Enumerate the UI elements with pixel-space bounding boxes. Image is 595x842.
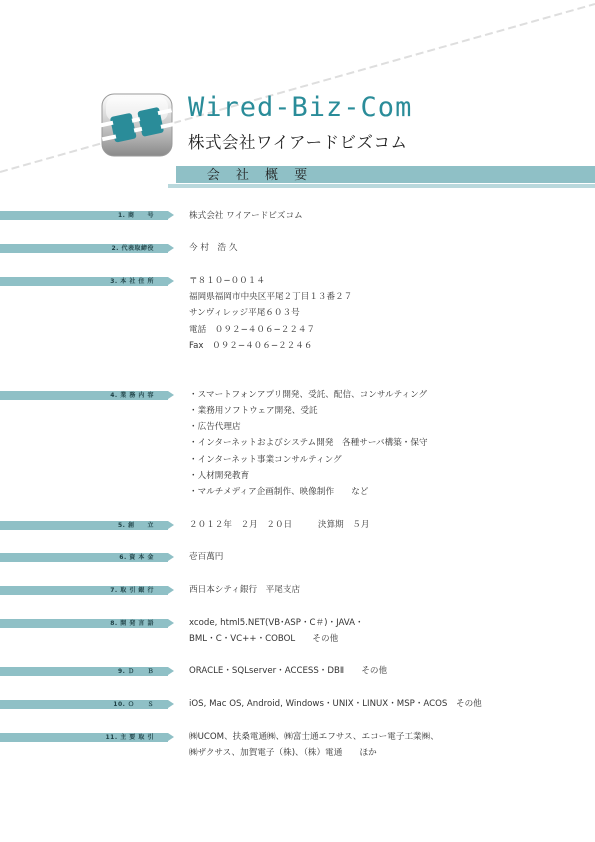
row-value: iOS, Mac OS, Android, Windows・UNIX・LINUX・MSP・ACOS その他 — [189, 699, 482, 709]
row-label-bar — [0, 244, 168, 253]
row-label: 11. 主 要 取 引 — [105, 734, 154, 741]
row-value: ２０１２年 ２月 ２０日 決算期 ５月 — [189, 520, 370, 530]
row-label-bar — [0, 700, 168, 709]
row-value: ・マルチメディア企画制作、映像制作 など — [189, 487, 369, 497]
row-label: 6. 資 本 金 — [119, 554, 154, 561]
row-label-bar — [0, 211, 168, 220]
row-label: 3. 本 社 住 所 — [110, 278, 154, 285]
row-value: 福岡県福岡市中央区平尾２丁目１３番２７ — [189, 292, 353, 302]
row-value: ・インターネットおよびシステム開発 各種サーバ構築・保守 — [189, 438, 428, 448]
row-label: 5. 創 立 — [117, 522, 154, 529]
row-label-bar — [0, 521, 168, 530]
row-label: 1. 商 号 — [117, 212, 154, 219]
row-value: ・広告代理店 — [189, 422, 241, 432]
row-value: ・インターネット事業コンサルティング — [189, 455, 342, 465]
row-value: ・業務用ソフトウェア開発、受託 — [189, 406, 318, 416]
row-label: 9. Ｄ Ｂ — [117, 668, 154, 675]
brand-wordmark: Wired-Biz-Com — [188, 92, 413, 123]
row-value: 西日本シティ銀行 平尾支店 — [189, 585, 301, 595]
row-label-bar — [0, 391, 168, 400]
row-label-bar — [0, 667, 168, 676]
row-value: BML・C・VC++・COBOL その他 — [189, 634, 339, 644]
row-value: ㈱UCOM、扶桑電通㈱、㈱富士通エフサス、エコー電子工業㈱、 — [189, 732, 439, 742]
row-label-bar — [0, 553, 168, 562]
row-label: 7. 取 引 銀 行 — [110, 587, 154, 594]
row-value: ㈱ザクサス、加賀電子（株)、（株）電通 ほか — [189, 748, 377, 758]
row-label-bar — [0, 586, 168, 595]
page-title: 会 社 概 要 — [206, 168, 314, 183]
title-banner-underline — [168, 184, 595, 188]
row-label-bar — [0, 733, 168, 742]
row-label-bar — [0, 619, 168, 628]
row-label: 10. Ｏ Ｓ — [113, 701, 154, 708]
company-name-jp: 株式会社ワイアードビズコム — [188, 133, 408, 152]
row-label-bar — [0, 277, 168, 286]
row-value: 今 村 浩 久 — [189, 243, 238, 253]
row-value: サンヴィレッジ平尾６０３号 — [189, 308, 300, 318]
row-label: 2. 代表取締役 — [111, 245, 154, 252]
row-value: ・人材開発教育 — [189, 471, 250, 481]
row-value: 〒８１０−００１４ — [189, 276, 265, 286]
row-value: 壱百萬円 — [189, 552, 224, 562]
row-label: 8. 開 発 言 語 — [110, 620, 154, 627]
row-value: xcode, html5.NET(VB･ASP・C＃)・JAVA・ — [189, 618, 364, 628]
row-value: ORACLE・SQLserver・ACCESS・DBⅡ その他 — [189, 666, 388, 676]
row-value: ・スマートフォンアプリ開発、受託、配信、コンサルティング — [189, 390, 428, 400]
row-value: 株式会社 ワイアードビズコム — [189, 211, 303, 221]
row-label: 4. 業 務 内 容 — [110, 392, 154, 399]
plug-connector-logo-icon — [96, 92, 176, 158]
row-value: Fax ０９２−４０６−２２４６ — [189, 341, 313, 351]
row-value: 電話 ０９２−４０６−２２４７ — [189, 325, 316, 335]
